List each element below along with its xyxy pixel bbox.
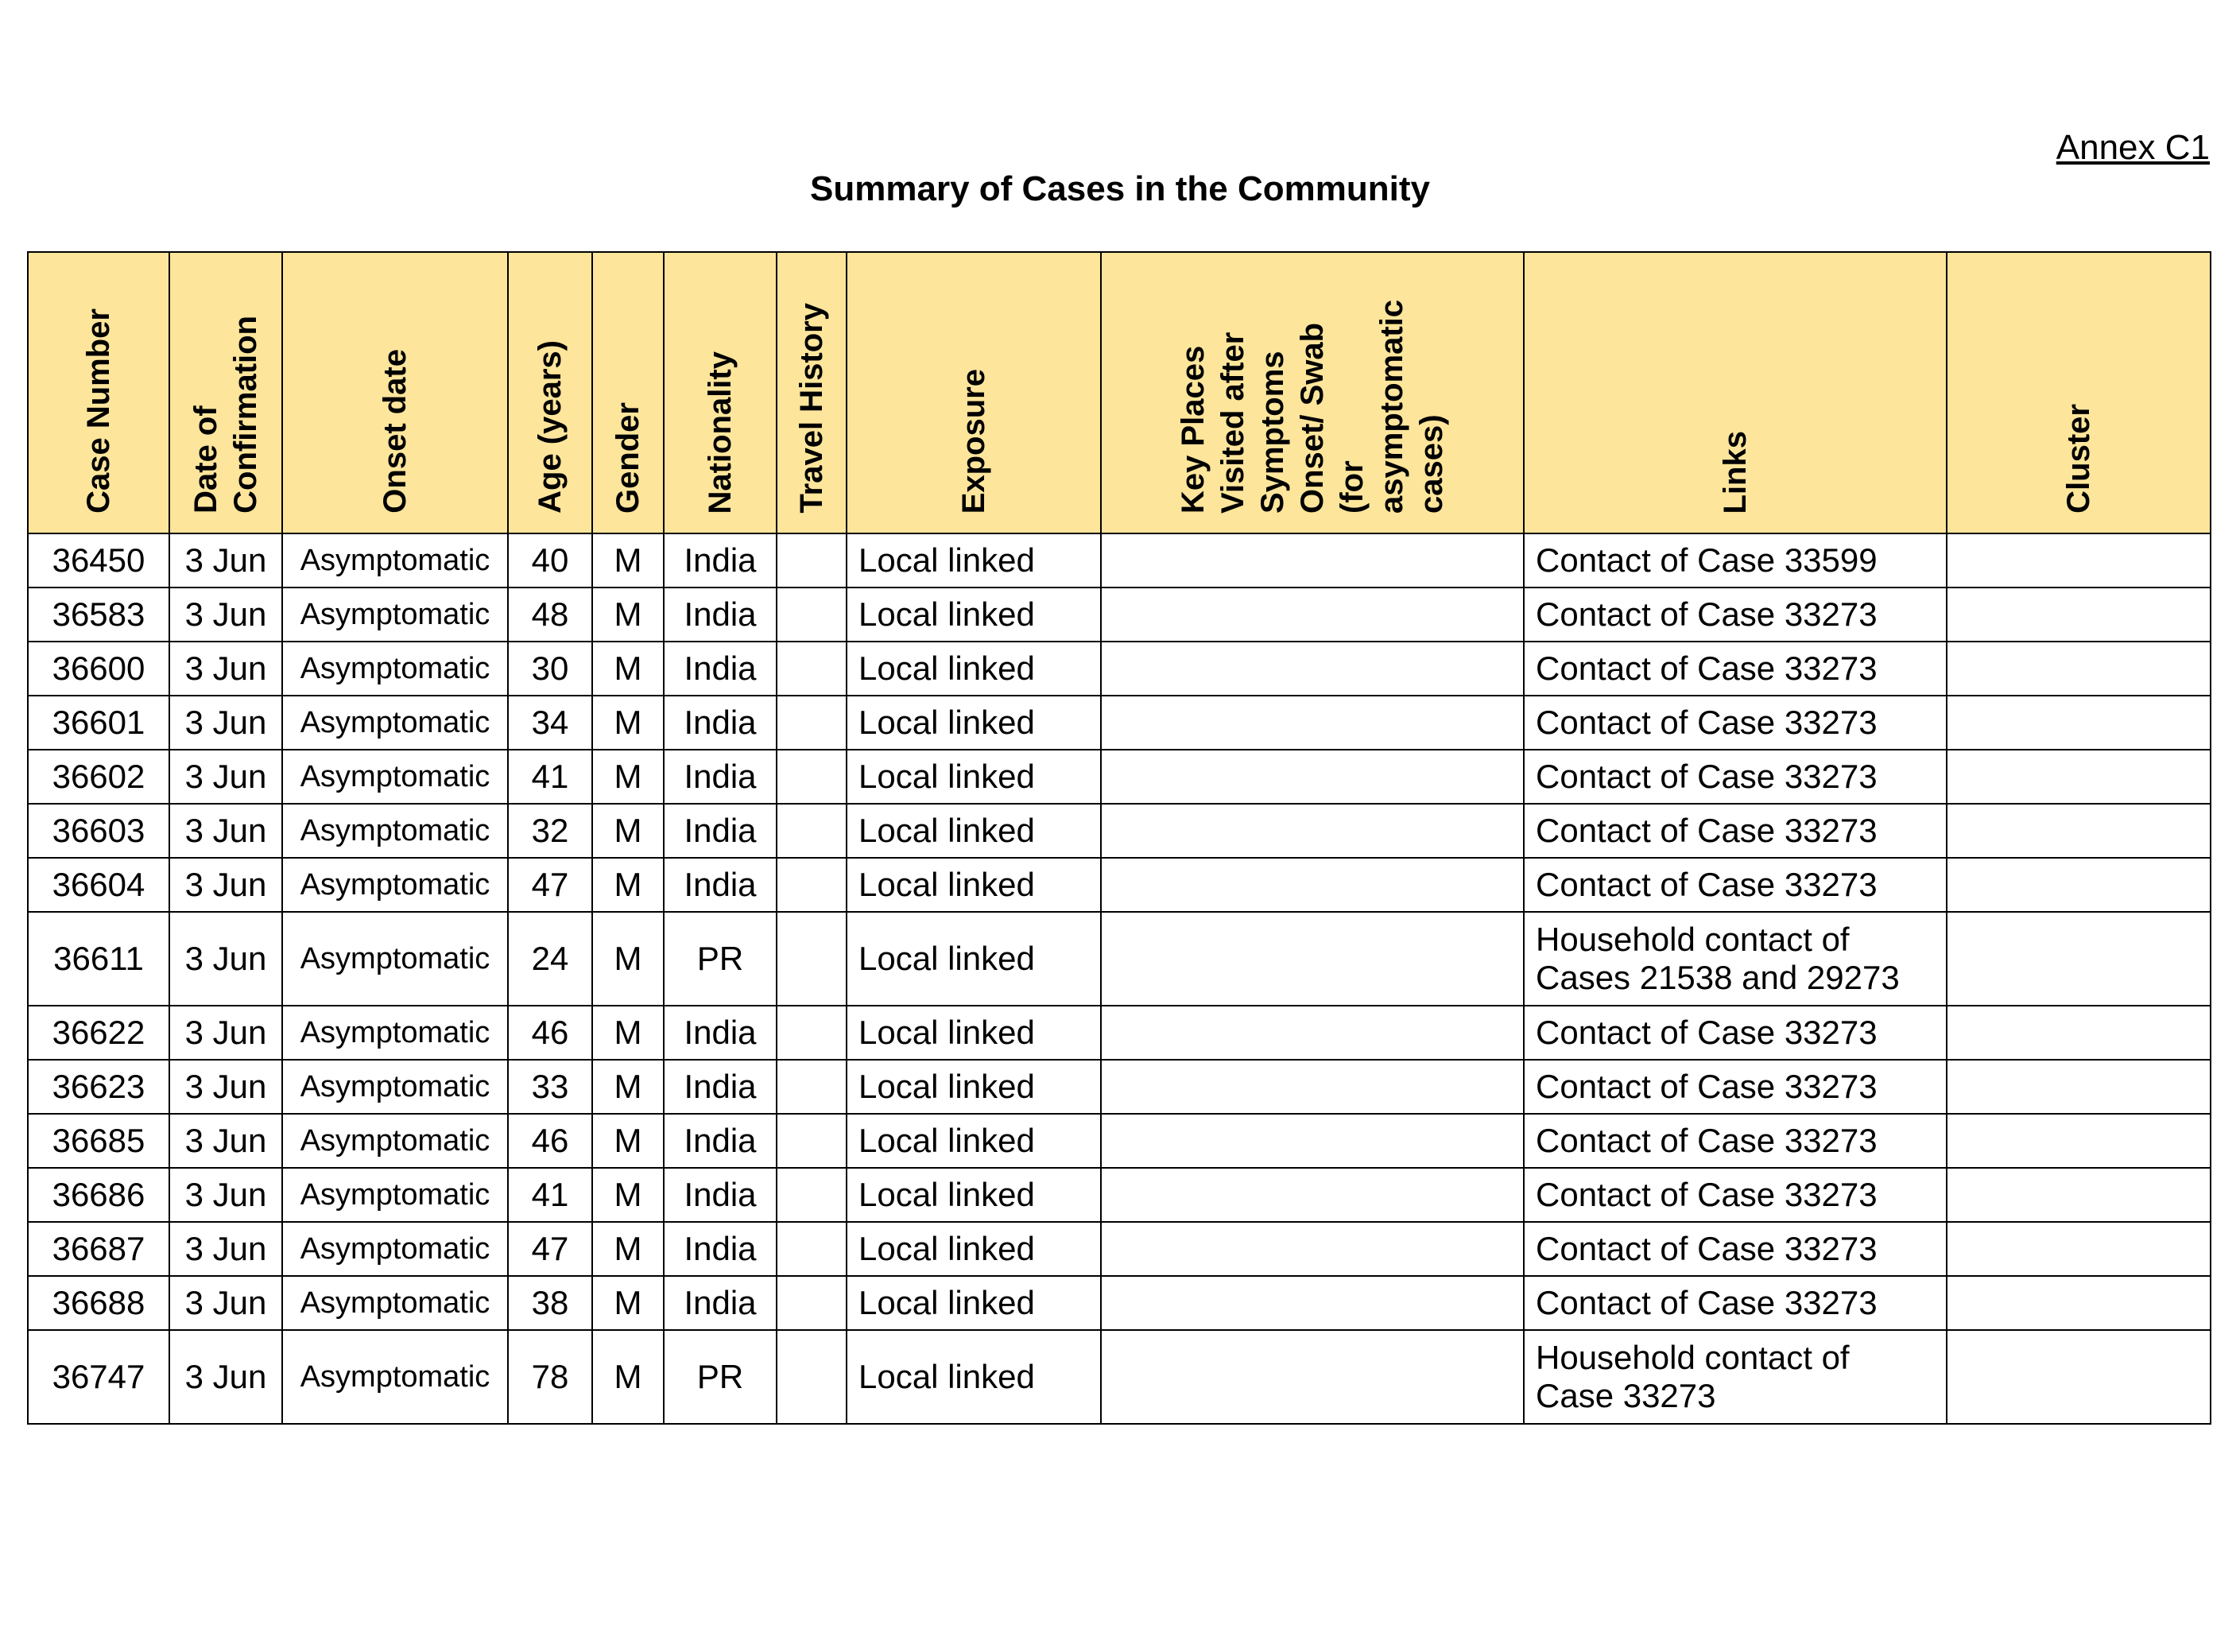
table-row [28,1060,2211,1114]
cell-key-places [1101,696,1524,750]
cell-date-of-confirmation: 3 Jun [169,1222,282,1276]
cell-links: Contact of Case 33273 [1524,588,1947,642]
cell-age: 46 [508,1114,592,1168]
cell-links: Household contact of Cases 21538 and 29273 [1524,912,1947,1006]
cell-gender: M [592,1330,664,1424]
cell-case-number: 36602 [28,750,169,804]
cell-links: Contact of Case 33273 [1524,1168,1947,1222]
cell-nationality: India [664,1222,777,1276]
header-label: Case Number [81,308,116,514]
cell-gender: M [592,1060,664,1114]
cell-nationality: PR [664,1330,777,1424]
cell-cluster [1947,588,2211,642]
cell-case-number: 36601 [28,696,169,750]
header-gender [592,252,664,533]
table-header-row [28,252,2211,533]
cell-nationality: India [664,1060,777,1114]
cell-key-places [1101,1276,1524,1330]
cell-key-places [1101,858,1524,912]
cell-links: Contact of Case 33273 [1524,804,1947,858]
cell-cluster [1947,858,2211,912]
cell-onset-date: Asymptomatic [282,642,508,696]
cell-cluster [1947,533,2211,588]
cell-case-number: 36600 [28,642,169,696]
header-onset-date [282,252,508,533]
cell-links: Contact of Case 33273 [1524,750,1947,804]
cell-key-places [1101,1330,1524,1424]
cell-key-places [1101,588,1524,642]
cell-travel-history [777,1114,847,1168]
cell-age: 30 [508,642,592,696]
cell-case-number: 36747 [28,1330,169,1424]
cell-age: 78 [508,1330,592,1424]
cell-links: Contact of Case 33273 [1524,1006,1947,1060]
cell-travel-history [777,642,847,696]
table-body [28,533,2211,1424]
cell-date-of-confirmation: 3 Jun [169,696,282,750]
cell-key-places [1101,804,1524,858]
cases-table [27,251,2211,1425]
cell-case-number: 36623 [28,1060,169,1114]
cell-case-number: 36687 [28,1222,169,1276]
cell-key-places [1101,1060,1524,1114]
cell-exposure: Local linked [847,533,1101,588]
cell-onset-date: Asymptomatic [282,1006,508,1060]
cell-exposure: Local linked [847,588,1101,642]
cell-nationality: India [664,1276,777,1330]
header-label: Nationality [703,351,738,514]
cell-travel-history [777,858,847,912]
cell-exposure: Local linked [847,1276,1101,1330]
cell-age: 48 [508,588,592,642]
cell-gender: M [592,642,664,696]
cell-onset-date: Asymptomatic [282,750,508,804]
cell-gender: M [592,1006,664,1060]
cell-key-places [1101,912,1524,1006]
cell-nationality: India [664,858,777,912]
cell-cluster [1947,1330,2211,1424]
cell-key-places [1101,533,1524,588]
header-label: Date of Confirmation [188,316,263,514]
cell-exposure: Local linked [847,696,1101,750]
cell-cluster [1947,1060,2211,1114]
table-row [28,1222,2211,1276]
cell-age: 47 [508,1222,592,1276]
cell-gender: M [592,533,664,588]
cell-key-places [1101,642,1524,696]
header-label: Onset date [378,349,413,514]
cell-age: 40 [508,533,592,588]
cell-cluster [1947,642,2211,696]
cell-age: 41 [508,1168,592,1222]
cell-key-places [1101,1114,1524,1168]
page-title: Summary of Cases in the Community [810,169,1430,208]
cell-travel-history [777,1060,847,1114]
header-label: Exposure [956,368,991,514]
header-label: Gender [610,401,645,514]
table-row [28,588,2211,642]
table-row [28,696,2211,750]
cell-nationality: India [664,1114,777,1168]
cell-case-number: 36604 [28,858,169,912]
cell-case-number: 36611 [28,912,169,1006]
table-row [28,804,2211,858]
cell-links: Contact of Case 33273 [1524,696,1947,750]
cell-gender: M [592,1114,664,1168]
cell-key-places [1101,1222,1524,1276]
cell-exposure: Local linked [847,858,1101,912]
cell-case-number: 36685 [28,1114,169,1168]
cell-onset-date: Asymptomatic [282,858,508,912]
cell-cluster [1947,912,2211,1006]
table-row [28,1006,2211,1060]
cell-gender: M [592,750,664,804]
header-case-number [28,252,169,533]
table-row [28,750,2211,804]
cell-date-of-confirmation: 3 Jun [169,1330,282,1424]
cell-date-of-confirmation: 3 Jun [169,804,282,858]
cell-date-of-confirmation: 3 Jun [169,912,282,1006]
cell-exposure: Local linked [847,1330,1101,1424]
cell-date-of-confirmation: 3 Jun [169,642,282,696]
cell-onset-date: Asymptomatic [282,912,508,1006]
cell-exposure: Local linked [847,750,1101,804]
cell-onset-date: Asymptomatic [282,1114,508,1168]
cell-case-number: 36603 [28,804,169,858]
cell-cluster [1947,1276,2211,1330]
cell-links: Contact of Case 33273 [1524,1060,1947,1114]
cell-gender: M [592,696,664,750]
cell-nationality: India [664,533,777,588]
cell-onset-date: Asymptomatic [282,804,508,858]
cell-gender: M [592,912,664,1006]
cell-date-of-confirmation: 3 Jun [169,750,282,804]
cell-travel-history [777,750,847,804]
cell-travel-history [777,588,847,642]
cell-links: Contact of Case 33273 [1524,858,1947,912]
header-nationality [664,252,777,533]
cell-age: 46 [508,1006,592,1060]
cell-cluster [1947,804,2211,858]
header-cluster [1947,252,2211,533]
header-date-of-confirmation [169,252,282,533]
cell-onset-date: Asymptomatic [282,1330,508,1424]
cell-age: 41 [508,750,592,804]
cell-links: Household contact of Case 33273 [1524,1330,1947,1424]
cell-key-places [1101,1168,1524,1222]
header-label: Travel History [794,303,829,514]
cell-nationality: India [664,642,777,696]
header-age [508,252,592,533]
cell-onset-date: Asymptomatic [282,533,508,588]
header-label: Age (years) [533,340,568,514]
cell-date-of-confirmation: 3 Jun [169,533,282,588]
cell-exposure: Local linked [847,1060,1101,1114]
cell-case-number: 36583 [28,588,169,642]
cell-gender: M [592,858,664,912]
cell-travel-history [777,533,847,588]
cell-links: Contact of Case 33273 [1524,642,1947,696]
cell-date-of-confirmation: 3 Jun [169,1006,282,1060]
annex-label: Annex C1 [2056,128,2210,167]
cell-links: Contact of Case 33599 [1524,533,1947,588]
cell-cluster [1947,1006,2211,1060]
cell-case-number: 36450 [28,533,169,588]
cell-age: 34 [508,696,592,750]
cell-exposure: Local linked [847,804,1101,858]
cell-age: 24 [508,912,592,1006]
cell-travel-history [777,1276,847,1330]
cell-gender: M [592,1276,664,1330]
cell-age: 38 [508,1276,592,1330]
cell-nationality: India [664,1168,777,1222]
cell-date-of-confirmation: 3 Jun [169,1060,282,1114]
cell-gender: M [592,1168,664,1222]
cell-case-number: 36686 [28,1168,169,1222]
table-row [28,642,2211,696]
cell-cluster [1947,1114,2211,1168]
cell-links: Contact of Case 33273 [1524,1114,1947,1168]
table-row [28,1276,2211,1330]
cell-onset-date: Asymptomatic [282,1222,508,1276]
cell-links: Contact of Case 33273 [1524,1222,1947,1276]
cell-date-of-confirmation: 3 Jun [169,588,282,642]
cell-travel-history [777,1168,847,1222]
cell-exposure: Local linked [847,1168,1101,1222]
header-travel-history [777,252,847,533]
header-label: Key Places Visited after Symptoms Onset/ Swab (for asymptomatic cases) [1176,300,1449,514]
cell-onset-date: Asymptomatic [282,696,508,750]
cell-onset-date: Asymptomatic [282,1168,508,1222]
cell-travel-history [777,1222,847,1276]
cell-age: 32 [508,804,592,858]
cell-cluster [1947,750,2211,804]
cell-cluster [1947,696,2211,750]
header-links [1524,252,1947,533]
header-label: Links [1718,430,1753,514]
table-row [28,858,2211,912]
cell-date-of-confirmation: 3 Jun [169,1168,282,1222]
cell-exposure: Local linked [847,1114,1101,1168]
cell-nationality: India [664,804,777,858]
table-row [28,1330,2211,1424]
cell-key-places [1101,1006,1524,1060]
cell-onset-date: Asymptomatic [282,588,508,642]
cell-gender: M [592,804,664,858]
header-exposure [847,252,1101,533]
cell-nationality: India [664,696,777,750]
cell-links: Contact of Case 33273 [1524,1276,1947,1330]
header-label: Cluster [2061,404,2096,514]
cell-gender: M [592,1222,664,1276]
cell-case-number: 36622 [28,1006,169,1060]
cell-age: 33 [508,1060,592,1114]
table-row [28,533,2211,588]
cell-cluster [1947,1168,2211,1222]
cell-exposure: Local linked [847,912,1101,1006]
cell-onset-date: Asymptomatic [282,1060,508,1114]
cell-date-of-confirmation: 3 Jun [169,1276,282,1330]
cell-travel-history [777,804,847,858]
cell-travel-history [777,1330,847,1424]
cell-travel-history [777,1006,847,1060]
cell-date-of-confirmation: 3 Jun [169,1114,282,1168]
cell-nationality: India [664,750,777,804]
cell-nationality: PR [664,912,777,1006]
cell-travel-history [777,912,847,1006]
cell-onset-date: Asymptomatic [282,1276,508,1330]
cell-travel-history [777,696,847,750]
cell-case-number: 36688 [28,1276,169,1330]
header-key-places [1101,252,1524,533]
cell-nationality: India [664,588,777,642]
cell-nationality: India [664,1006,777,1060]
cell-exposure: Local linked [847,1222,1101,1276]
table-row [28,1114,2211,1168]
cell-exposure: Local linked [847,1006,1101,1060]
table-row [28,912,2211,1006]
cell-age: 47 [508,858,592,912]
cell-exposure: Local linked [847,642,1101,696]
table-row [28,1168,2211,1222]
cell-key-places [1101,750,1524,804]
cell-cluster [1947,1222,2211,1276]
cell-gender: M [592,588,664,642]
cell-date-of-confirmation: 3 Jun [169,858,282,912]
